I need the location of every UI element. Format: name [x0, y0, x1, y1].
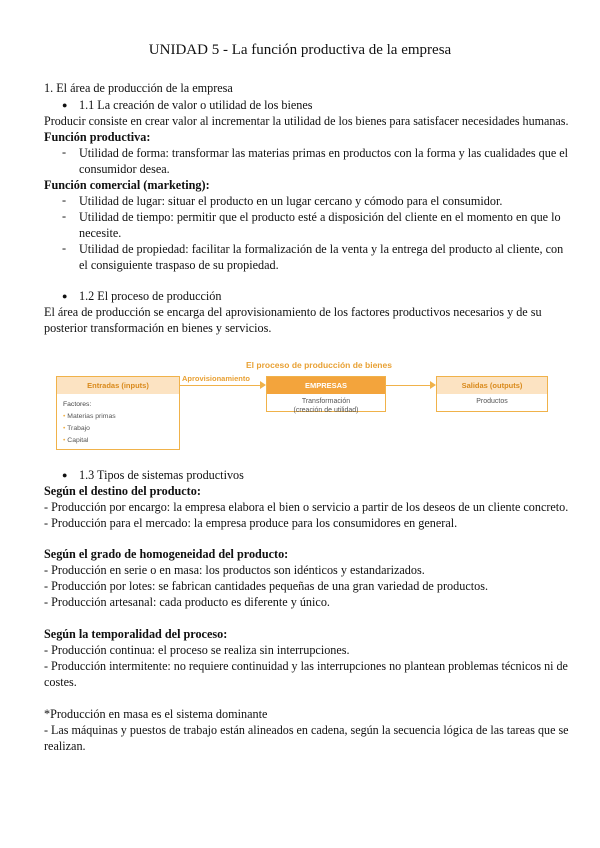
paragraph-cont: posterior transformación en bienes y servicios. [44, 321, 272, 335]
factor-item [63, 413, 116, 420]
company-body-line: (creación de utilidad) [293, 407, 359, 414]
bullet-icon: ● [62, 291, 68, 301]
paragraph: Producir consiste en crear valor al incrementar la utilidad de los bienes para satisfacer necesidades humanas. [44, 114, 569, 128]
outputs-body: Productos [476, 398, 508, 405]
dash-icon: - [62, 209, 67, 223]
list-item: Utilidad de tiempo: permitir que el producto esté a disposición del cliente en el momento en que lo [79, 210, 561, 224]
factor-label: Capital [67, 437, 89, 444]
list-item: - Producción para el mercado: la empresa produce para los consumidores en general. [44, 516, 458, 530]
outputs-box [436, 376, 548, 412]
list-item-cont: realizan. [44, 739, 86, 753]
subsection-heading: 1.2 El proceso de producción [79, 289, 222, 303]
bullet-icon: ● [62, 470, 68, 480]
list-item: Utilidad de lugar: situar el producto en un lugar cercano y cómodo para el consumidor. [79, 194, 503, 208]
list-item-cont: necesite. [79, 226, 122, 240]
section-heading: 1. El área de producción de la empresa [44, 81, 233, 95]
list-item-cont: consumidor desea. [79, 162, 170, 176]
bullet-icon: • [63, 437, 68, 444]
subsection-heading: 1.1 La creación de valor o utilidad de los bienes [79, 98, 313, 112]
bullet-icon: • [63, 413, 68, 420]
company-body [267, 394, 385, 415]
label-temporalidad: Según la temporalidad del proceso: [44, 627, 228, 641]
company-body-line: Transformación [301, 398, 351, 405]
inputs-head: Entradas (inputs) [57, 377, 179, 394]
bullet-icon: • [63, 425, 68, 432]
list-item: - Producción en serie o en masa: los productos son idénticos y estandarizados. [44, 563, 425, 577]
page-title: UNIDAD 5 - La función productiva de la empresa [148, 42, 452, 58]
factor-item [63, 425, 90, 432]
company-head: EMPRESAS [267, 377, 385, 394]
list-item: - Producción artesanal: cada producto es diferente y único. [44, 595, 330, 609]
bullet-icon: ● [62, 100, 68, 110]
production-diagram [56, 358, 550, 450]
arrow-line [180, 385, 260, 386]
label-destino: Según el destino del producto: [44, 484, 201, 498]
label-funcion-productiva: Función productiva: [44, 130, 151, 144]
list-item-cont: el consiguiente traspaso de su propiedad. [79, 258, 279, 272]
factor-label: Trabajo [67, 425, 90, 432]
list-item: - Producción por lotes: se fabrican cantidades pequeñas de una gran variedad de productos. [44, 579, 489, 593]
list-item: - Producción continua: el proceso se realiza sin interrupciones. [44, 643, 350, 657]
inputs-box [56, 376, 180, 450]
list-item: - Producción intermitente: no requiere continuidad y las interrupciones no plantean problemas técnicos ni de [44, 659, 568, 673]
factor-item [63, 437, 88, 444]
list-item: - Producción por encargo: la empresa elabora el bien o servicio a partir de los deseos de un cliente concreto. [44, 500, 569, 514]
dash-icon: - [62, 193, 67, 207]
factors-label: Factores: [63, 401, 92, 408]
label-funcion-comercial: Función comercial (marketing): [44, 178, 210, 192]
diagram-title: El proceso de producción de bienes [246, 360, 392, 370]
dash-icon: - [62, 241, 67, 255]
arrow-line [386, 385, 430, 386]
list-item-cont: costes. [44, 675, 77, 689]
list-item: Utilidad de propiedad: facilitar la formalización de la venta y la entrega del producto al cliente, con [79, 242, 564, 256]
label-homogeneidad: Según el grado de homogeneidad del producto: [44, 547, 289, 561]
note: *Producción en masa es el sistema dominante [44, 707, 268, 721]
company-box [266, 376, 386, 412]
paragraph: El área de producción se encarga del aprovisionamiento de los factores productivos necesarios y de su [44, 305, 542, 319]
arrow-label: Aprovisionamiento [182, 374, 250, 383]
factor-label: Materias primas [67, 413, 116, 420]
list-item: Utilidad de forma: transformar las materias primas en productos con la forma y las cualidades que el [79, 146, 569, 160]
outputs-head: Salidas (outputs) [437, 377, 547, 394]
list-item: - Las máquinas y puestos de trabajo están alineados en cadena, según la secuencia lógica de las tareas que se [44, 723, 569, 737]
dash-icon: - [62, 145, 67, 159]
subsection-heading: 1.3 Tipos de sistemas productivos [79, 468, 244, 482]
